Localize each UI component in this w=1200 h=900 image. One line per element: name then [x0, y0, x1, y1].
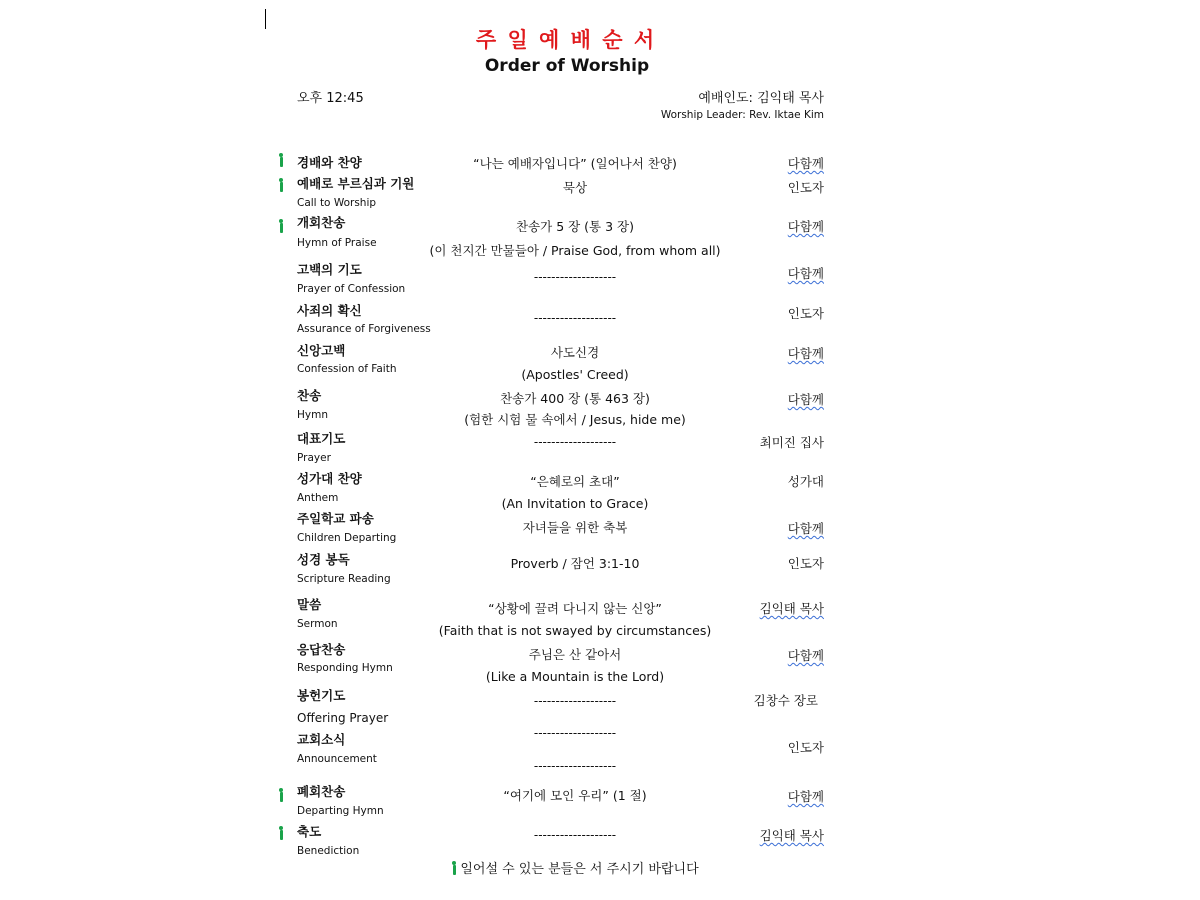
item-detail: 주님은 산 같아서: [528, 647, 622, 662]
item-sublabel: Assurance of Forgiveness: [297, 323, 431, 335]
worship-leader-english: Worship Leader: Rev. Iktae Kim: [660, 109, 824, 121]
stand-up-icon: [278, 219, 284, 233]
item-detail: 묵상: [562, 180, 588, 195]
item-detail-secondary: (Faith that is not swayed by circumstances): [438, 623, 712, 638]
item-label: 응답찬송: [297, 642, 346, 657]
title-english: Order of Worship: [484, 56, 650, 76]
item-detail-secondary: (험한 시험 물 속에서 / Jesus, hide me): [464, 412, 686, 427]
item-sublabel: Scripture Reading: [297, 573, 391, 585]
item-leader: 성가대: [787, 474, 824, 489]
item-leader: 김익태 목사: [759, 828, 824, 843]
item-sublabel: Benediction: [297, 845, 360, 857]
item-detail: “상황에 끌려 다니지 않는 신앙”: [488, 601, 662, 616]
item-detail: -------------------: [533, 726, 617, 740]
item-leader: 인도자: [787, 306, 824, 321]
stand-up-icon: [278, 826, 284, 840]
footer-note: [0, 858, 1150, 877]
item-detail: “나는 예배자입니다” (일어나서 찬양): [473, 156, 677, 171]
item-label: 신앙고백: [297, 343, 346, 358]
service-time: 오후 12:45: [297, 91, 364, 106]
item-leader: 다함께: [787, 789, 824, 804]
item-sublabel: Prayer: [297, 452, 331, 464]
item-leader: 김창수 장로: [753, 693, 818, 708]
item-sublabel: Sermon: [297, 618, 338, 630]
item-label: 찬송: [297, 388, 322, 403]
item-sublabel: Offering Prayer: [297, 711, 389, 725]
item-label: 교회소식: [297, 732, 346, 747]
item-detail: “여기에 모인 우리” (1 절): [503, 788, 647, 803]
stand-up-icon: [278, 153, 284, 167]
item-leader: 최미진 집사: [759, 435, 824, 450]
stand-up-icon: [451, 861, 457, 875]
item-leader: 다함께: [787, 219, 824, 234]
item-detail: 사도신경: [550, 345, 600, 360]
item-label: 경배와 찬양: [297, 155, 362, 170]
item-sublabel: Confession of Faith: [297, 363, 397, 375]
item-label: 폐회찬송: [297, 784, 346, 799]
item-detail: -------------------: [533, 435, 617, 449]
item-detail-secondary: (Like a Mountain is the Lord): [485, 669, 665, 684]
item-detail: -------------------: [533, 694, 617, 708]
item-leader: 다함께: [787, 266, 824, 281]
item-label: 성경 봉독: [297, 552, 350, 567]
item-label: 말씀: [297, 597, 322, 612]
item-sublabel: Announcement: [297, 753, 377, 765]
item-detail-secondary: -------------------: [533, 759, 617, 773]
item-leader: 김익태 목사: [759, 601, 824, 616]
item-leader: 인도자: [787, 740, 824, 755]
item-detail-secondary: (Apostles' Creed): [521, 367, 629, 382]
title-korean: 주 일 예 배 순 서: [475, 28, 657, 52]
item-sublabel: Prayer of Confession: [297, 283, 406, 295]
item-leader: 인도자: [787, 556, 824, 571]
item-sublabel: Hymn of Praise: [297, 237, 377, 249]
worship-leader-korean: 예배인도: 김익태 목사: [698, 91, 824, 106]
item-leader: 다함께: [787, 392, 824, 407]
item-detail: Proverb / 잠언 3:1-10: [510, 556, 640, 571]
item-label: 봉헌기도: [297, 688, 346, 703]
item-label: 사죄의 확신: [297, 303, 362, 318]
item-label: 주일학교 파송: [297, 511, 374, 526]
stand-up-icon: [278, 178, 284, 192]
item-label: 축도: [297, 824, 322, 839]
item-detail: -------------------: [533, 270, 617, 284]
item-label: 성가대 찬양: [297, 471, 362, 486]
item-detail: 자녀들을 위한 축복: [522, 520, 628, 535]
item-label: 개회찬송: [297, 215, 346, 230]
item-sublabel: Children Departing: [297, 532, 397, 544]
item-sublabel: Responding Hymn: [297, 662, 393, 674]
item-detail-secondary: (이 천지간 만물들아 / Praise God, from whom all): [429, 243, 721, 258]
stand-up-icon: [278, 788, 284, 802]
item-leader: 다함께: [787, 156, 824, 171]
item-detail: -------------------: [533, 828, 617, 842]
item-detail: 찬송가 5 장 (통 3 장): [516, 219, 634, 234]
item-label: 고백의 기도: [297, 262, 362, 277]
item-leader: 인도자: [787, 180, 824, 195]
item-leader: 다함께: [787, 521, 824, 536]
footer-text: 일어설 수 있는 분들은 서 주시기 바랍니다: [460, 862, 699, 877]
item-label: 대표기도: [297, 431, 346, 446]
item-leader: 다함께: [787, 346, 824, 361]
item-detail-secondary: (An Invitation to Grace): [501, 496, 649, 511]
item-sublabel: Anthem: [297, 492, 339, 504]
item-leader: 다함께: [787, 648, 824, 663]
item-detail: 찬송가 400 장 (통 463 장): [500, 391, 650, 406]
item-sublabel: Hymn: [297, 409, 328, 421]
item-label: 예배로 부르심과 기원: [297, 176, 415, 191]
item-detail: “은혜로의 초대”: [530, 474, 620, 489]
item-sublabel: Call to Worship: [297, 197, 377, 209]
item-sublabel: Departing Hymn: [297, 805, 384, 817]
item-detail: -------------------: [533, 311, 617, 325]
